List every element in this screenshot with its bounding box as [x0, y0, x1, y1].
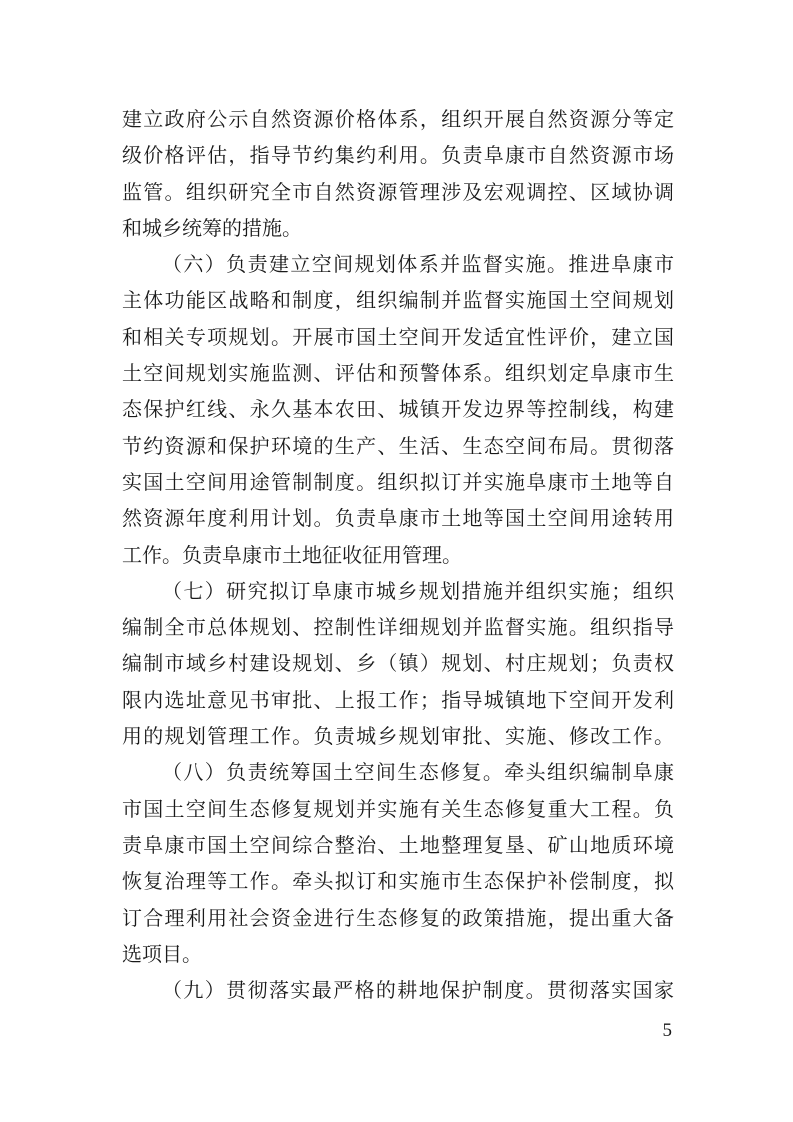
text-line: 编制全市总体规划、控制性详细规划并监督实施。组织指导 — [122, 615, 674, 640]
text-line: 恢复治理等工作。牵头拟订和实施市生态保护补偿制度，拟 — [122, 869, 674, 894]
text-line: 监管。组织研究全市自然资源管理涉及宏观调控、区域协调 — [122, 179, 674, 204]
text-line: 编制市域乡村建设规划、乡（镇）规划、村庄规划；负责权 — [122, 651, 674, 676]
page-number: 5 — [662, 1020, 672, 1041]
text-line: 节约资源和保护环境的生产、生活、生态空间布局。贯彻落 — [122, 433, 674, 458]
text-line: 和城乡统筹的措施。 — [122, 215, 302, 240]
text-line: 选项目。 — [122, 941, 202, 966]
text-line: 态保护红线、永久基本农田、城镇开发边界等控制线，构建 — [122, 397, 674, 422]
text-line: 订合理利用社会资金进行生态修复的政策措施，提出重大备 — [122, 905, 674, 930]
text-line: 责阜康市国土空间综合整治、土地整理复垦、矿山地质环境 — [122, 832, 674, 857]
text-line: 然资源年度利用计划。负责阜康市土地等国土空间用途转用 — [122, 506, 674, 531]
text-line: 和相关专项规划。开展市国土空间开发适宜性评价，建立国 — [122, 324, 674, 349]
text-line: 主体功能区战略和制度，组织编制并监督实施国土空间规划 — [122, 288, 674, 313]
text-line: （六）负责建立空间规划体系并监督实施。推进阜康市 — [162, 252, 674, 277]
text-line: 市国土空间生态修复规划并实施有关生态修复重大工程。负 — [122, 796, 674, 821]
text-line: 级价格评估，指导节约集约利用。负责阜康市自然资源市场 — [122, 143, 674, 168]
text-line: （七）研究拟订阜康市城乡规划措施并组织实施；组织 — [162, 578, 674, 603]
body-text — [122, 101, 674, 1008]
text-line: （九）贯彻落实最严格的耕地保护制度。贯彻落实国家 — [162, 978, 674, 1003]
text-line: 工作。负责阜康市土地征收征用管理。 — [122, 542, 462, 567]
text-line: 实国土空间用途管制制度。组织拟订并实施阜康市土地等自 — [122, 469, 674, 494]
text-line: 土空间规划实施监测、评估和预警体系。组织划定阜康市生 — [122, 361, 674, 386]
text-line: 建立政府公示自然资源价格体系，组织开展自然资源分等定 — [122, 107, 674, 131]
text-line: 用的规划管理工作。负责城乡规划审批、实施、修改工作。 — [122, 724, 674, 749]
text-line: （八）负责统筹国土空间生态修复。牵头组织编制阜康 — [162, 760, 674, 785]
text-line: 限内选址意见书审批、上报工作；指导城镇地下空间开发利 — [122, 687, 674, 712]
